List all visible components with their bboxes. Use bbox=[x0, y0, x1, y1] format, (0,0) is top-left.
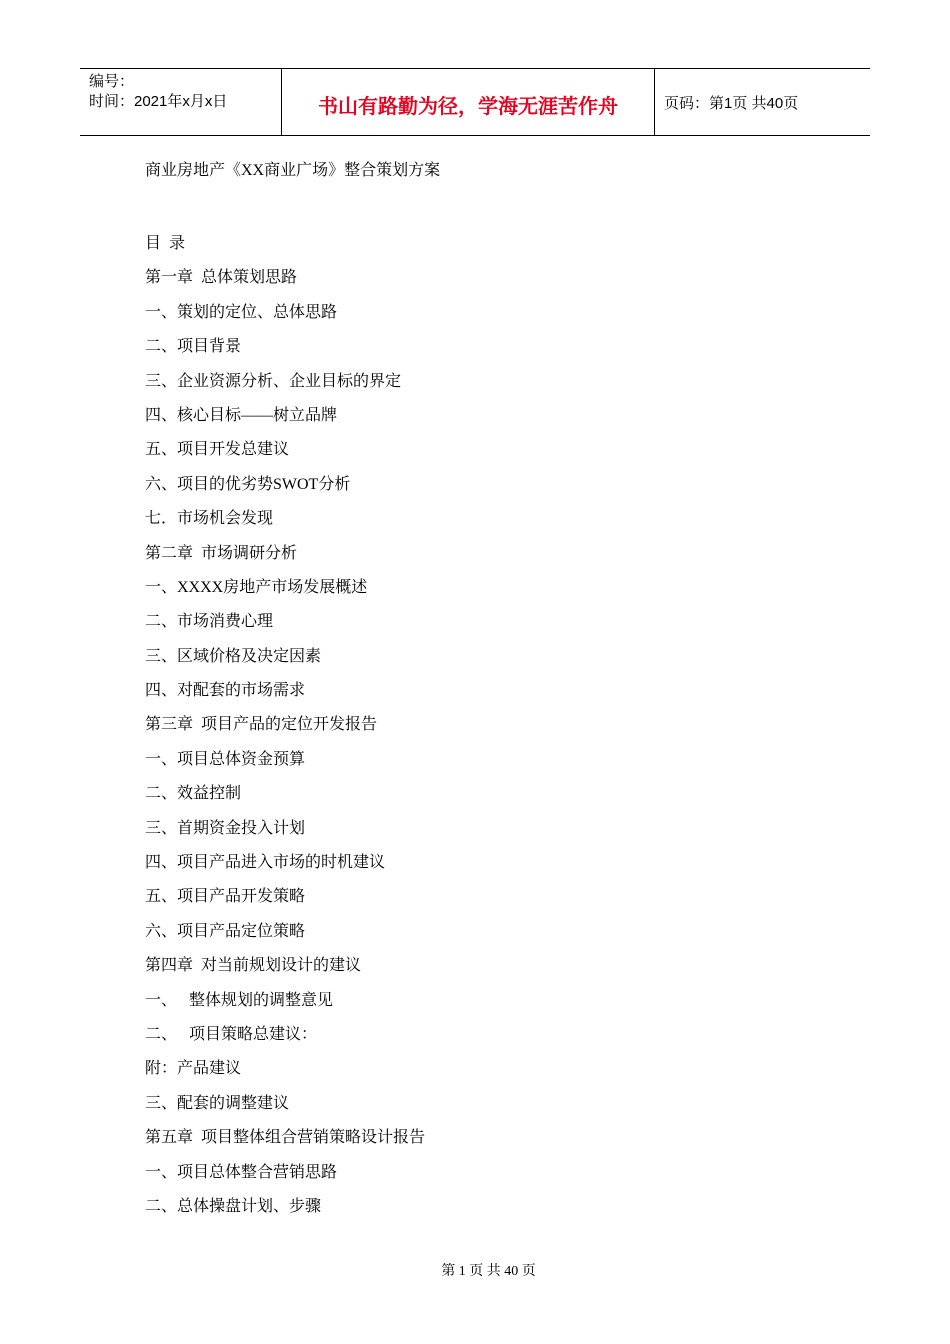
toc-entry: 二、总体操盘计划、步骤 bbox=[145, 1197, 322, 1215]
toc-entry: 一、 整体规划的调整意见 bbox=[145, 991, 334, 1009]
toc-entry: 七．市场机会发现 bbox=[145, 510, 274, 528]
toc-entry: 三、配套的调整建议 bbox=[145, 1094, 290, 1112]
motto-text: 书山有路勤为径，学海无涯苦作舟 bbox=[318, 95, 618, 118]
header-meta bbox=[80, 69, 282, 135]
toc-heading: 目 录 bbox=[145, 235, 186, 252]
toc-entry: 第四章 对当前规划设计的建议 bbox=[145, 957, 362, 975]
toc-entry: 一、XXXX房地产市场发展概述 bbox=[145, 578, 368, 596]
toc-entry: 四、对配套的市场需求 bbox=[145, 682, 306, 700]
document-title: 商业房地产《XX商业广场》整合策划方案 bbox=[145, 162, 441, 179]
toc-entry: 四、核心目标——树立品牌 bbox=[145, 406, 338, 424]
toc-entry: 五、项目开发总建议 bbox=[145, 441, 290, 459]
date-label: 时间：2021年x月x日 bbox=[89, 93, 228, 110]
toc-entry: 六、项目产品定位策略 bbox=[145, 922, 306, 940]
footer-page-number: 第 1 页 共 40 页 bbox=[441, 1264, 536, 1279]
toc-entry: 三、区域价格及决定因素 bbox=[145, 647, 322, 665]
page-header bbox=[80, 68, 870, 136]
document-body bbox=[145, 157, 845, 1224]
table-of-contents bbox=[145, 227, 845, 1224]
toc-entry: 附：产品建议 bbox=[145, 1060, 242, 1078]
toc-entry: 第二章 市场调研分析 bbox=[145, 544, 298, 562]
header-motto bbox=[282, 69, 655, 135]
toc-entry: 二、项目背景 bbox=[145, 338, 242, 356]
toc-entry: 第三章 项目产品的定位开发报告 bbox=[145, 716, 378, 734]
toc-entry: 三、首期资金投入计划 bbox=[145, 819, 306, 837]
page-footer bbox=[0, 1244, 950, 1280]
page-info-text: 页码：第1页 共40页 bbox=[664, 94, 799, 112]
toc-entry: 三、企业资源分析、企业目标的界定 bbox=[145, 372, 402, 390]
toc-entry: 第五章 项目整体组合营销策略设计报告 bbox=[145, 1129, 426, 1147]
header-page-info bbox=[655, 69, 870, 135]
toc-entry: 六、项目的优劣势SWOT分析 bbox=[145, 475, 351, 493]
toc-entry: 二、 项目策略总建议： bbox=[145, 1025, 318, 1043]
number-label: 编号： bbox=[89, 73, 135, 90]
toc-entry: 五、项目产品开发策略 bbox=[145, 888, 306, 906]
toc-entry: 一、项目总体整合营销思路 bbox=[145, 1163, 338, 1181]
toc-entry: 二、市场消费心理 bbox=[145, 613, 274, 631]
toc-entry: 四、项目产品进入市场的时机建议 bbox=[145, 854, 386, 872]
toc-entry: 二、效益控制 bbox=[145, 785, 242, 803]
toc-entry: 一、策划的定位、总体思路 bbox=[145, 303, 338, 321]
toc-entry: 第一章 总体策划思路 bbox=[145, 269, 298, 287]
toc-entry: 一、项目总体资金预算 bbox=[145, 750, 306, 768]
